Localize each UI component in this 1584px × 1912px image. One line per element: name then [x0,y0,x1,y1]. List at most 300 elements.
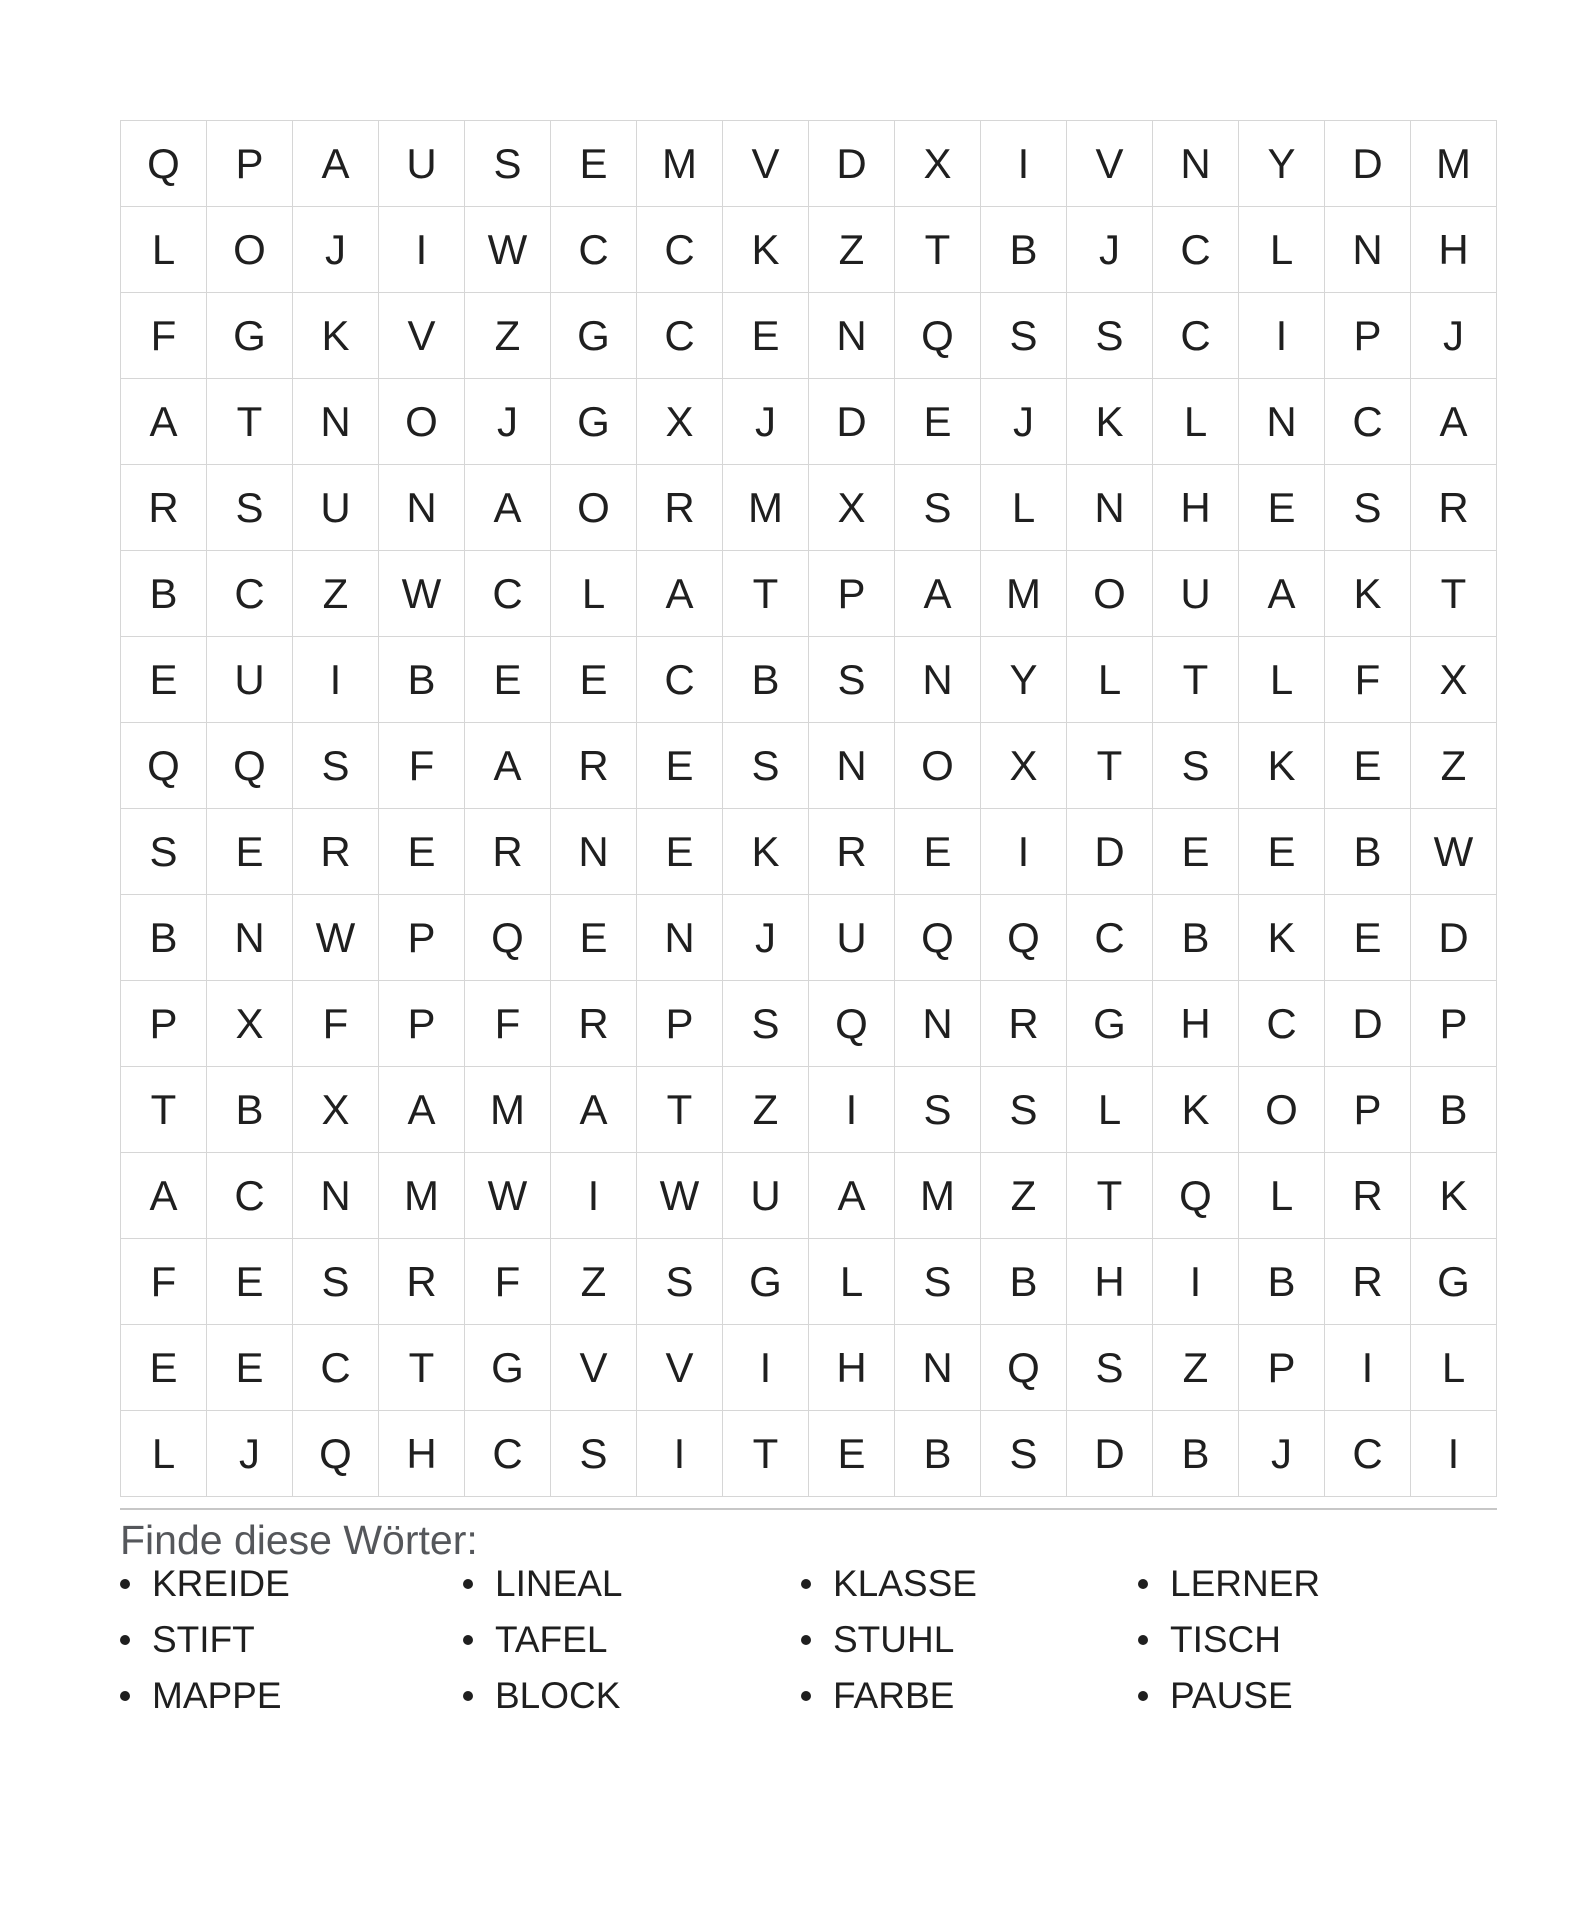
grid-cell-r5-c1: R [121,465,206,550]
grid-cell-r13-c4: M [379,1153,464,1238]
grid-cell-r10-c5: Q [465,895,550,980]
grid-cell-r7-c7: C [637,637,722,722]
grid-cell-r16-c5: C [465,1411,550,1496]
grid-cell-r8-c15: E [1325,723,1410,808]
grid-cell-r6-c5: C [465,551,550,636]
grid-cell-r16-c16: I [1411,1411,1496,1496]
grid-cell-r3-c3: K [293,293,378,378]
grid-cell-r3-c6: G [551,293,636,378]
grid-cell-r12-c3: X [293,1067,378,1152]
grid-cell-r4-c11: J [981,379,1066,464]
divider-line [120,1508,1497,1510]
grid-cell-r7-c1: E [121,637,206,722]
word-label: STUHL [833,1619,955,1660]
grid-cell-r9-c10: E [895,809,980,894]
word-list [120,1556,1500,1724]
word-list-item [801,1612,1138,1668]
grid-cell-r3-c10: Q [895,293,980,378]
grid-cell-r14-c9: L [809,1239,894,1324]
grid-cell-r13-c13: Q [1153,1153,1238,1238]
grid-cell-r9-c9: R [809,809,894,894]
grid-cell-r6-c4: W [379,551,464,636]
grid-cell-r13-c14: L [1239,1153,1324,1238]
grid-cell-r1-c12: V [1067,121,1152,206]
grid-cell-r11-c1: P [121,981,206,1066]
grid-cell-r8-c9: N [809,723,894,808]
grid-cell-r6-c16: T [1411,551,1496,636]
word-label: TAFEL [495,1619,608,1660]
grid-cell-r13-c3: N [293,1153,378,1238]
grid-cell-r13-c1: A [121,1153,206,1238]
grid-cell-r3-c14: I [1239,293,1324,378]
grid-cell-r1-c13: N [1153,121,1238,206]
grid-cell-r12-c5: M [465,1067,550,1152]
grid-cell-r9-c8: K [723,809,808,894]
grid-cell-r16-c8: T [723,1411,808,1496]
grid-cell-r8-c11: X [981,723,1066,808]
grid-cell-r7-c5: E [465,637,550,722]
grid-cell-r10-c16: D [1411,895,1496,980]
bullet-icon [463,1635,473,1645]
grid-cell-r2-c13: C [1153,207,1238,292]
grid-cell-r7-c2: U [207,637,292,722]
grid-cell-r9-c4: E [379,809,464,894]
bullet-icon [463,1691,473,1701]
bullet-icon [1138,1691,1148,1701]
grid-cell-r2-c6: C [551,207,636,292]
grid-cell-r2-c7: C [637,207,722,292]
grid-cell-r7-c8: B [723,637,808,722]
grid-cell-r2-c3: J [293,207,378,292]
grid-cell-r2-c10: T [895,207,980,292]
grid-cell-r14-c16: G [1411,1239,1496,1324]
grid-cell-r4-c1: A [121,379,206,464]
grid-cell-r3-c16: J [1411,293,1496,378]
grid-cell-r9-c12: D [1067,809,1152,894]
grid-cell-r1-c4: U [379,121,464,206]
grid-cell-r11-c11: R [981,981,1066,1066]
grid-cell-r6-c9: P [809,551,894,636]
grid-cell-r11-c16: P [1411,981,1496,1066]
grid-cell-r10-c8: J [723,895,808,980]
grid-cell-r8-c13: S [1153,723,1238,808]
grid-cell-r12-c7: T [637,1067,722,1152]
grid-cell-r7-c15: F [1325,637,1410,722]
grid-cell-r10-c4: P [379,895,464,980]
grid-cell-r16-c7: I [637,1411,722,1496]
grid-cell-r2-c2: O [207,207,292,292]
grid-cell-r1-c7: M [637,121,722,206]
grid-cell-r9-c7: E [637,809,722,894]
grid-cell-r3-c13: C [1153,293,1238,378]
word-column-2 [463,1556,801,1724]
grid-cell-r16-c4: H [379,1411,464,1496]
grid-cell-r7-c13: T [1153,637,1238,722]
grid-cell-r13-c11: Z [981,1153,1066,1238]
grid-cell-r6-c8: T [723,551,808,636]
grid-cell-r5-c7: R [637,465,722,550]
grid-cell-r9-c14: E [1239,809,1324,894]
grid-cell-r11-c12: G [1067,981,1152,1066]
grid-cell-r9-c11: I [981,809,1066,894]
grid-cell-r5-c14: E [1239,465,1324,550]
bullet-icon [120,1579,130,1589]
word-label: STIFT [152,1619,255,1660]
grid-cell-r11-c10: N [895,981,980,1066]
grid-cell-r5-c4: N [379,465,464,550]
bullet-icon [1138,1635,1148,1645]
grid-cell-r6-c15: K [1325,551,1410,636]
grid-cell-r8-c6: R [551,723,636,808]
grid-cell-r12-c2: B [207,1067,292,1152]
word-column-3 [801,1556,1138,1724]
grid-cell-r15-c3: C [293,1325,378,1410]
grid-cell-r11-c8: S [723,981,808,1066]
grid-cell-r8-c14: K [1239,723,1324,808]
word-label: LINEAL [495,1563,623,1604]
grid-cell-r14-c1: F [121,1239,206,1324]
grid-cell-r14-c14: B [1239,1239,1324,1324]
grid-cell-r6-c13: U [1153,551,1238,636]
word-list-item [1138,1556,1438,1612]
grid-cell-r6-c12: O [1067,551,1152,636]
grid-cell-r3-c15: P [1325,293,1410,378]
grid-cell-r15-c13: Z [1153,1325,1238,1410]
grid-cell-r1-c5: S [465,121,550,206]
grid-cell-r15-c9: H [809,1325,894,1410]
grid-cell-r8-c4: F [379,723,464,808]
grid-cell-r4-c5: J [465,379,550,464]
grid-cell-r16-c12: D [1067,1411,1152,1496]
grid-cell-r6-c14: A [1239,551,1324,636]
grid-cell-r5-c3: U [293,465,378,550]
grid-cell-r10-c10: Q [895,895,980,980]
grid-cell-r11-c3: F [293,981,378,1066]
grid-cell-r1-c3: A [293,121,378,206]
grid-cell-r10-c7: N [637,895,722,980]
word-list-item [463,1668,801,1724]
grid-cell-r15-c16: L [1411,1325,1496,1410]
grid-cell-r10-c12: C [1067,895,1152,980]
grid-cell-r5-c11: L [981,465,1066,550]
word-label: KREIDE [152,1563,290,1604]
grid-cell-r10-c6: E [551,895,636,980]
grid-cell-r12-c4: A [379,1067,464,1152]
grid-cell-r7-c11: Y [981,637,1066,722]
grid-cell-r1-c9: D [809,121,894,206]
grid-cell-r13-c6: I [551,1153,636,1238]
grid-cell-r5-c8: M [723,465,808,550]
bullet-icon [801,1691,811,1701]
grid-cell-r7-c12: L [1067,637,1152,722]
grid-cell-r15-c12: S [1067,1325,1152,1410]
grid-cell-r4-c16: A [1411,379,1496,464]
grid-cell-r14-c8: G [723,1239,808,1324]
grid-cell-r4-c6: G [551,379,636,464]
grid-cell-r11-c5: F [465,981,550,1066]
grid-cell-r12-c16: B [1411,1067,1496,1152]
grid-cell-r9-c13: E [1153,809,1238,894]
grid-cell-r4-c3: N [293,379,378,464]
grid-cell-r9-c15: B [1325,809,1410,894]
grid-cell-r13-c10: M [895,1153,980,1238]
grid-cell-r5-c13: H [1153,465,1238,550]
word-list-title: Finde diese Wörter: [120,1517,478,1563]
grid-cell-r11-c2: X [207,981,292,1066]
grid-cell-r3-c7: C [637,293,722,378]
grid-cell-r9-c3: R [293,809,378,894]
grid-cell-r10-c3: W [293,895,378,980]
grid-cell-r7-c14: L [1239,637,1324,722]
grid-cell-r10-c9: U [809,895,894,980]
grid-cell-r5-c15: S [1325,465,1410,550]
grid-cell-r3-c11: S [981,293,1066,378]
grid-cell-r14-c13: I [1153,1239,1238,1324]
grid-cell-r10-c11: Q [981,895,1066,980]
grid-cell-r4-c14: N [1239,379,1324,464]
word-label: FARBE [833,1675,955,1716]
grid-cell-r15-c7: V [637,1325,722,1410]
grid-cell-r6-c3: Z [293,551,378,636]
bullet-icon [1138,1579,1148,1589]
grid-cell-r5-c10: S [895,465,980,550]
word-list-item [120,1612,463,1668]
grid-cell-r12-c6: A [551,1067,636,1152]
word-label: LERNER [1170,1563,1321,1604]
grid-cell-r14-c12: H [1067,1239,1152,1324]
word-search-grid [120,120,1497,1497]
grid-cell-r12-c10: S [895,1067,980,1152]
grid-cell-r7-c3: I [293,637,378,722]
grid-cell-r11-c4: P [379,981,464,1066]
grid-cell-r14-c7: S [637,1239,722,1324]
grid-cell-r14-c11: B [981,1239,1066,1324]
grid-cell-r6-c7: A [637,551,722,636]
grid-cell-r14-c6: Z [551,1239,636,1324]
grid-cell-r15-c15: I [1325,1325,1410,1410]
bullet-icon [801,1635,811,1645]
grid-cell-r1-c16: M [1411,121,1496,206]
grid-cell-r2-c1: L [121,207,206,292]
bullet-icon [120,1635,130,1645]
word-label: TISCH [1170,1619,1281,1660]
grid-cell-r10-c13: B [1153,895,1238,980]
grid-cell-r13-c12: T [1067,1153,1152,1238]
grid-cell-r2-c8: K [723,207,808,292]
grid-cell-r12-c11: S [981,1067,1066,1152]
grid-cell-r16-c13: B [1153,1411,1238,1496]
word-column-4 [1138,1556,1438,1724]
grid-cell-r3-c1: F [121,293,206,378]
grid-cell-r10-c15: E [1325,895,1410,980]
grid-cell-r14-c10: S [895,1239,980,1324]
grid-cell-r15-c4: T [379,1325,464,1410]
grid-cell-r2-c15: N [1325,207,1410,292]
grid-cell-r8-c8: S [723,723,808,808]
grid-cell-r9-c1: S [121,809,206,894]
grid-cell-r8-c10: O [895,723,980,808]
word-label: KLASSE [833,1563,977,1604]
grid-cell-r15-c11: Q [981,1325,1066,1410]
grid-cell-r2-c16: H [1411,207,1496,292]
grid-cell-r10-c14: K [1239,895,1324,980]
word-list-item [463,1556,801,1612]
grid-cell-r6-c2: C [207,551,292,636]
grid-cell-r5-c6: O [551,465,636,550]
grid-cell-r15-c1: E [121,1325,206,1410]
grid-cell-r14-c5: F [465,1239,550,1324]
word-label: BLOCK [495,1675,621,1716]
grid-cell-r7-c4: B [379,637,464,722]
grid-cell-r8-c1: Q [121,723,206,808]
grid-cell-r14-c4: R [379,1239,464,1324]
grid-cell-r15-c2: E [207,1325,292,1410]
grid-cell-r7-c16: X [1411,637,1496,722]
grid-cell-r1-c6: E [551,121,636,206]
grid-cell-r4-c2: T [207,379,292,464]
grid-cell-r16-c6: S [551,1411,636,1496]
grid-cell-r7-c10: N [895,637,980,722]
grid-cell-r8-c2: Q [207,723,292,808]
grid-cell-r13-c8: U [723,1153,808,1238]
word-column-1 [120,1556,463,1724]
grid-cell-r11-c9: Q [809,981,894,1066]
grid-cell-r11-c15: D [1325,981,1410,1066]
grid-cell-r1-c1: Q [121,121,206,206]
grid-cell-r9-c2: E [207,809,292,894]
grid-cell-r1-c2: P [207,121,292,206]
grid-cell-r5-c12: N [1067,465,1152,550]
grid-cell-r4-c10: E [895,379,980,464]
grid-cell-r1-c11: I [981,121,1066,206]
word-list-item [1138,1668,1438,1724]
grid-cell-r4-c9: D [809,379,894,464]
word-list-item [1138,1612,1438,1668]
grid-cell-r5-c2: S [207,465,292,550]
word-list-item [120,1668,463,1724]
grid-cell-r6-c6: L [551,551,636,636]
grid-cell-r15-c6: V [551,1325,636,1410]
grid-cell-r1-c10: X [895,121,980,206]
grid-cell-r16-c1: L [121,1411,206,1496]
grid-cell-r3-c5: Z [465,293,550,378]
grid-cell-r15-c8: I [723,1325,808,1410]
grid-cell-r4-c7: X [637,379,722,464]
grid-cell-r9-c5: R [465,809,550,894]
word-list-item [463,1612,801,1668]
grid-cell-r12-c12: L [1067,1067,1152,1152]
grid-cell-r16-c14: J [1239,1411,1324,1496]
grid-cell-r3-c8: E [723,293,808,378]
grid-cell-r15-c10: N [895,1325,980,1410]
grid-cell-r11-c7: P [637,981,722,1066]
grid-cell-r3-c4: V [379,293,464,378]
grid-cell-r4-c4: O [379,379,464,464]
grid-cell-r15-c14: P [1239,1325,1324,1410]
grid-cell-r13-c7: W [637,1153,722,1238]
grid-cell-r13-c5: W [465,1153,550,1238]
bullet-icon [463,1579,473,1589]
grid-cell-r11-c6: R [551,981,636,1066]
bullet-icon [120,1691,130,1701]
grid-cell-r8-c5: A [465,723,550,808]
word-list-item [801,1668,1138,1724]
grid-cell-r6-c10: A [895,551,980,636]
grid-cell-r1-c15: D [1325,121,1410,206]
grid-cell-r16-c2: J [207,1411,292,1496]
grid-cell-r14-c2: E [207,1239,292,1324]
grid-cell-r1-c14: Y [1239,121,1324,206]
grid-cell-r5-c9: X [809,465,894,550]
grid-cell-r16-c15: C [1325,1411,1410,1496]
grid-cell-r9-c16: W [1411,809,1496,894]
grid-cell-r3-c2: G [207,293,292,378]
grid-cell-r12-c8: Z [723,1067,808,1152]
grid-cell-r13-c9: A [809,1153,894,1238]
grid-cell-r6-c1: B [121,551,206,636]
grid-cell-r4-c13: L [1153,379,1238,464]
grid-cell-r12-c14: O [1239,1067,1324,1152]
grid-cell-r16-c9: E [809,1411,894,1496]
grid-cell-r11-c14: C [1239,981,1324,1066]
grid-cell-r11-c13: H [1153,981,1238,1066]
grid-cell-r12-c1: T [121,1067,206,1152]
grid-cell-r10-c2: N [207,895,292,980]
grid-cell-r6-c11: M [981,551,1066,636]
grid-cell-r2-c14: L [1239,207,1324,292]
grid-cell-r8-c7: E [637,723,722,808]
word-list-item [801,1556,1138,1612]
grid-cell-r2-c9: Z [809,207,894,292]
grid-cell-r1-c8: V [723,121,808,206]
grid-cell-r13-c15: R [1325,1153,1410,1238]
grid-cell-r4-c8: J [723,379,808,464]
word-list-item [120,1556,463,1612]
grid-cell-r13-c2: C [207,1153,292,1238]
grid-cell-r15-c5: G [465,1325,550,1410]
grid-cell-r12-c9: I [809,1067,894,1152]
grid-cell-r5-c5: A [465,465,550,550]
grid-cell-r3-c12: S [1067,293,1152,378]
grid-cell-r4-c15: C [1325,379,1410,464]
grid-cell-r8-c12: T [1067,723,1152,808]
word-label: MAPPE [152,1675,282,1716]
grid-cell-r3-c9: N [809,293,894,378]
grid-cell-r7-c6: E [551,637,636,722]
grid-cell-r14-c3: S [293,1239,378,1324]
grid-cell-r16-c10: B [895,1411,980,1496]
grid-cell-r9-c6: N [551,809,636,894]
grid-cell-r10-c1: B [121,895,206,980]
bullet-icon [801,1579,811,1589]
grid-cell-r7-c9: S [809,637,894,722]
grid-cell-r5-c16: R [1411,465,1496,550]
word-label: PAUSE [1170,1675,1293,1716]
grid-cell-r2-c5: W [465,207,550,292]
grid-cell-r8-c3: S [293,723,378,808]
grid-cell-r12-c15: P [1325,1067,1410,1152]
grid-cell-r2-c12: J [1067,207,1152,292]
grid-cell-r13-c16: K [1411,1153,1496,1238]
grid-cell-r12-c13: K [1153,1067,1238,1152]
grid-cell-r2-c4: I [379,207,464,292]
grid-cell-r8-c16: Z [1411,723,1496,808]
grid-cell-r16-c3: Q [293,1411,378,1496]
grid-cell-r16-c11: S [981,1411,1066,1496]
grid-cell-r4-c12: K [1067,379,1152,464]
grid-cell-r2-c11: B [981,207,1066,292]
grid-cell-r14-c15: R [1325,1239,1410,1324]
